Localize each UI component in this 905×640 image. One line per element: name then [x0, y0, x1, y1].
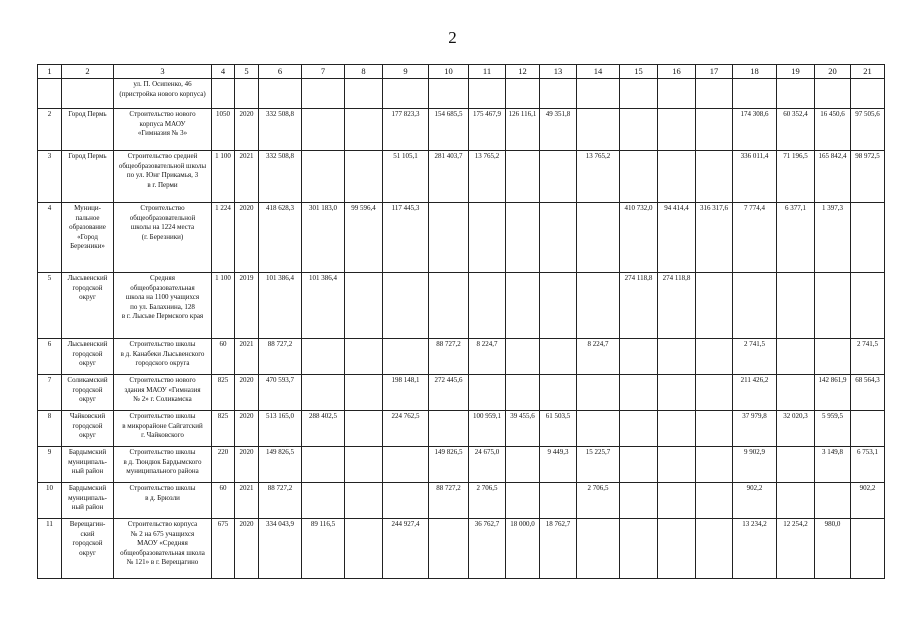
value-cell: 2 741,5 [851, 339, 885, 375]
column-number-cell: 3 [114, 65, 212, 79]
value-cell: 3 149,8 [815, 447, 851, 483]
value-cell: 5 959,5 [815, 411, 851, 447]
value-cell [658, 411, 696, 447]
value-cell: 126 116,1 [506, 109, 540, 151]
value-cell: 99 596,4 [345, 203, 383, 273]
value-cell [696, 79, 733, 109]
column-number-cell: 13 [540, 65, 577, 79]
value-cell [383, 447, 429, 483]
value-cell [540, 79, 577, 109]
value-cell [302, 375, 345, 411]
value-cell: 2021 [235, 151, 259, 203]
value-cell [383, 273, 429, 339]
value-cell [696, 447, 733, 483]
value-cell: 825 [212, 375, 235, 411]
value-cell: 2020 [235, 411, 259, 447]
value-cell: 332 508,8 [259, 151, 302, 203]
column-number-cell: 15 [620, 65, 658, 79]
value-cell [302, 109, 345, 151]
value-cell: 224 762,5 [383, 411, 429, 447]
value-cell [733, 273, 777, 339]
value-cell [696, 375, 733, 411]
value-cell: 6 753,1 [851, 447, 885, 483]
municipality-cell: Соликамский городской округ [62, 375, 114, 411]
data-table [37, 64, 885, 579]
value-cell: 37 979,8 [733, 411, 777, 447]
object-name-cell: Строительство школы в микрорайоне Сайгатский г. Чайковского [114, 411, 212, 447]
value-cell [620, 339, 658, 375]
value-cell [429, 519, 469, 579]
value-cell [345, 109, 383, 151]
row-number-cell: 6 [38, 339, 62, 375]
value-cell: 71 196,5 [777, 151, 815, 203]
value-cell [302, 339, 345, 375]
object-name-cell: Строительство общеобразовательной школы на 1224 места (г. Березники) [114, 203, 212, 273]
value-cell [235, 79, 259, 109]
column-number-row [38, 65, 885, 79]
object-name-cell: Строительство средней общеобразовательной школы по ул. Юнг Прикамья, 3 в г. Перми [114, 151, 212, 203]
value-cell: 2019 [235, 273, 259, 339]
value-cell [696, 109, 733, 151]
value-cell: 825 [212, 411, 235, 447]
value-cell [429, 203, 469, 273]
municipality-cell: Лысьвенский городской округ [62, 273, 114, 339]
value-cell: 418 628,3 [259, 203, 302, 273]
column-number-cell: 2 [62, 65, 114, 79]
column-number-cell: 19 [777, 65, 815, 79]
column-number-cell: 9 [383, 65, 429, 79]
value-cell: 13 234,2 [733, 519, 777, 579]
object-name-cell: Строительство школы в д. Канабеки Лысьвенского городского округа [114, 339, 212, 375]
municipality-cell: Лысьвенский городской округ [62, 339, 114, 375]
value-cell [696, 483, 733, 519]
value-cell [815, 483, 851, 519]
value-cell [577, 375, 620, 411]
value-cell [815, 79, 851, 109]
value-cell [696, 273, 733, 339]
value-cell: 154 685,5 [429, 109, 469, 151]
value-cell [696, 519, 733, 579]
value-cell: 36 762,7 [469, 519, 506, 579]
column-number-cell: 12 [506, 65, 540, 79]
row-number-cell: 7 [38, 375, 62, 411]
value-cell [696, 151, 733, 203]
value-cell: 60 [212, 483, 235, 519]
row-number-cell [38, 79, 62, 109]
value-cell [506, 375, 540, 411]
value-cell [658, 447, 696, 483]
object-name-cell: ул. П. Осипенко, 46 (пристройка нового корпуса) [114, 79, 212, 109]
column-number-cell: 7 [302, 65, 345, 79]
column-number-cell: 8 [345, 65, 383, 79]
column-number-cell: 11 [469, 65, 506, 79]
value-cell [302, 483, 345, 519]
value-cell [851, 411, 885, 447]
value-cell [577, 411, 620, 447]
value-cell: 220 [212, 447, 235, 483]
value-cell [540, 151, 577, 203]
table-row [38, 411, 885, 447]
value-cell: 1 224 [212, 203, 235, 273]
municipality-cell: Бардымский муниципаль- ный район [62, 447, 114, 483]
value-cell: 470 593,7 [259, 375, 302, 411]
object-name-cell: Строительство нового корпуса МАОУ «Гимназия № 3» [114, 109, 212, 151]
value-cell [429, 79, 469, 109]
value-cell [620, 411, 658, 447]
value-cell [577, 273, 620, 339]
municipality-cell: Город Пермь [62, 109, 114, 151]
table-row [38, 203, 885, 273]
value-cell [302, 79, 345, 109]
value-cell [733, 79, 777, 109]
value-cell [345, 447, 383, 483]
table-row [38, 375, 885, 411]
object-name-cell: Строительство школы в д. Тюндюк Бардымского муниципального района [114, 447, 212, 483]
value-cell: 15 225,7 [577, 447, 620, 483]
value-cell [506, 203, 540, 273]
value-cell [620, 375, 658, 411]
value-cell: 7 774,4 [733, 203, 777, 273]
value-cell [658, 375, 696, 411]
value-cell: 94 414,4 [658, 203, 696, 273]
value-cell: 149 826,5 [259, 447, 302, 483]
value-cell: 274 118,8 [620, 273, 658, 339]
value-cell [506, 273, 540, 339]
value-cell: 9 902,9 [733, 447, 777, 483]
value-cell [851, 79, 885, 109]
value-cell: 336 011,4 [733, 151, 777, 203]
value-cell [469, 375, 506, 411]
value-cell: 39 455,6 [506, 411, 540, 447]
value-cell: 2 741,5 [733, 339, 777, 375]
value-cell: 9 449,3 [540, 447, 577, 483]
table-row [38, 447, 885, 483]
value-cell: 2020 [235, 519, 259, 579]
value-cell: 980,0 [815, 519, 851, 579]
value-cell: 2 706,5 [469, 483, 506, 519]
municipality-cell [62, 79, 114, 109]
row-number-cell: 10 [38, 483, 62, 519]
value-cell [658, 519, 696, 579]
value-cell [383, 79, 429, 109]
value-cell [620, 519, 658, 579]
value-cell [620, 151, 658, 203]
row-number-cell: 8 [38, 411, 62, 447]
value-cell: 24 675,0 [469, 447, 506, 483]
value-cell: 60 [212, 339, 235, 375]
value-cell: 97 505,6 [851, 109, 885, 151]
value-cell: 2020 [235, 375, 259, 411]
value-cell [469, 203, 506, 273]
table-row [38, 483, 885, 519]
value-cell: 2020 [235, 203, 259, 273]
value-cell: 18 762,7 [540, 519, 577, 579]
column-number-cell: 20 [815, 65, 851, 79]
value-cell [540, 483, 577, 519]
value-cell: 902,2 [851, 483, 885, 519]
value-cell [777, 483, 815, 519]
value-cell [540, 203, 577, 273]
value-cell [658, 339, 696, 375]
column-number-cell: 18 [733, 65, 777, 79]
value-cell: 51 105,1 [383, 151, 429, 203]
value-cell: 244 927,4 [383, 519, 429, 579]
value-cell: 117 445,3 [383, 203, 429, 273]
value-cell: 89 116,5 [302, 519, 345, 579]
value-cell: 68 564,3 [851, 375, 885, 411]
value-cell [302, 447, 345, 483]
municipality-cell: Верещагин- ский городской округ [62, 519, 114, 579]
value-cell: 198 148,1 [383, 375, 429, 411]
value-cell [658, 483, 696, 519]
value-cell [658, 79, 696, 109]
row-number-cell: 11 [38, 519, 62, 579]
value-cell [345, 339, 383, 375]
value-cell [345, 483, 383, 519]
value-cell: 1 397,3 [815, 203, 851, 273]
object-name-cell: Строительство школы в д. Брюзли [114, 483, 212, 519]
value-cell [658, 109, 696, 151]
value-cell [506, 151, 540, 203]
value-cell [345, 375, 383, 411]
table-row [38, 273, 885, 339]
value-cell [506, 339, 540, 375]
value-cell: 88 727,2 [429, 339, 469, 375]
column-number-cell: 21 [851, 65, 885, 79]
value-cell: 1050 [212, 109, 235, 151]
value-cell: 675 [212, 519, 235, 579]
value-cell: 211 426,2 [733, 375, 777, 411]
value-cell [777, 79, 815, 109]
object-name-cell: Средняя общеобразовательная школа на 1100 учащихся по ул. Балахнина, 128 в г. Лысьве Пермского края [114, 273, 212, 339]
value-cell [302, 151, 345, 203]
value-cell: 2021 [235, 339, 259, 375]
value-cell: 88 727,2 [429, 483, 469, 519]
value-cell: 1 100 [212, 151, 235, 203]
value-cell: 281 403,7 [429, 151, 469, 203]
table-row [38, 339, 885, 375]
value-cell: 274 118,8 [658, 273, 696, 339]
value-cell [815, 273, 851, 339]
value-cell [469, 273, 506, 339]
value-cell [212, 79, 235, 109]
value-cell: 101 386,4 [302, 273, 345, 339]
column-number-cell: 14 [577, 65, 620, 79]
value-cell [577, 79, 620, 109]
municipality-cell: Муници- пальное образование «Город Березники» [62, 203, 114, 273]
value-cell [815, 339, 851, 375]
column-number-cell: 4 [212, 65, 235, 79]
value-cell: 902,2 [733, 483, 777, 519]
column-number-cell: 10 [429, 65, 469, 79]
value-cell: 316 317,6 [696, 203, 733, 273]
value-cell: 18 000,0 [506, 519, 540, 579]
value-cell [577, 109, 620, 151]
row-number-cell: 9 [38, 447, 62, 483]
value-cell [777, 375, 815, 411]
value-cell [777, 447, 815, 483]
page-number: 2 [448, 28, 457, 47]
value-cell [345, 411, 383, 447]
column-number-cell: 6 [259, 65, 302, 79]
row-number-cell: 4 [38, 203, 62, 273]
value-cell: 410 732,0 [620, 203, 658, 273]
object-name-cell: Строительство корпуса № 2 на 675 учащихся МАОУ «Средняя общеобразовательная школа № 121» в г. Верещагино [114, 519, 212, 579]
value-cell: 88 727,2 [259, 339, 302, 375]
value-cell [259, 79, 302, 109]
value-cell [696, 411, 733, 447]
municipality-cell: Чайковский городской округ [62, 411, 114, 447]
value-cell [345, 151, 383, 203]
column-number-cell: 17 [696, 65, 733, 79]
column-number-cell: 5 [235, 65, 259, 79]
value-cell: 88 727,2 [259, 483, 302, 519]
value-cell: 49 351,8 [540, 109, 577, 151]
value-cell [345, 273, 383, 339]
value-cell [620, 483, 658, 519]
value-cell: 142 861,9 [815, 375, 851, 411]
value-cell: 2 706,5 [577, 483, 620, 519]
value-cell [429, 411, 469, 447]
value-cell: 334 043,9 [259, 519, 302, 579]
value-cell: 177 823,3 [383, 109, 429, 151]
value-cell [620, 79, 658, 109]
value-cell: 2021 [235, 483, 259, 519]
value-cell [620, 109, 658, 151]
value-cell [345, 79, 383, 109]
value-cell: 174 308,6 [733, 109, 777, 151]
value-cell: 1 100 [212, 273, 235, 339]
value-cell [506, 79, 540, 109]
value-cell: 98 972,5 [851, 151, 885, 203]
column-number-cell: 1 [38, 65, 62, 79]
value-cell: 16 450,6 [815, 109, 851, 151]
value-cell: 272 445,6 [429, 375, 469, 411]
value-cell [345, 519, 383, 579]
value-cell [851, 203, 885, 273]
value-cell: 6 377,1 [777, 203, 815, 273]
value-cell: 288 402,5 [302, 411, 345, 447]
table-row [38, 79, 885, 109]
value-cell: 13 765,2 [469, 151, 506, 203]
value-cell: 2020 [235, 447, 259, 483]
value-cell: 8 224,7 [577, 339, 620, 375]
value-cell [620, 447, 658, 483]
value-cell: 2020 [235, 109, 259, 151]
value-cell [469, 79, 506, 109]
table-row [38, 519, 885, 579]
row-number-cell: 2 [38, 109, 62, 151]
table-row [38, 109, 885, 151]
table-row [38, 151, 885, 203]
value-cell: 332 508,8 [259, 109, 302, 151]
value-cell: 32 020,3 [777, 411, 815, 447]
value-cell [851, 273, 885, 339]
value-cell: 12 254,2 [777, 519, 815, 579]
value-cell: 149 826,5 [429, 447, 469, 483]
row-number-cell: 3 [38, 151, 62, 203]
value-cell [540, 339, 577, 375]
value-cell: 100 959,1 [469, 411, 506, 447]
value-cell [777, 273, 815, 339]
value-cell [658, 151, 696, 203]
column-number-cell: 16 [658, 65, 696, 79]
value-cell [577, 203, 620, 273]
value-cell: 61 503,5 [540, 411, 577, 447]
value-cell [851, 519, 885, 579]
value-cell: 513 165,0 [259, 411, 302, 447]
value-cell [577, 519, 620, 579]
value-cell [383, 339, 429, 375]
value-cell: 175 467,9 [469, 109, 506, 151]
value-cell [383, 483, 429, 519]
value-cell: 8 224,7 [469, 339, 506, 375]
value-cell [777, 339, 815, 375]
value-cell: 13 765,2 [577, 151, 620, 203]
value-cell: 301 183,0 [302, 203, 345, 273]
value-cell [506, 483, 540, 519]
value-cell [540, 375, 577, 411]
value-cell: 101 386,4 [259, 273, 302, 339]
value-cell [696, 339, 733, 375]
municipality-cell: Город Пермь [62, 151, 114, 203]
value-cell: 165 842,4 [815, 151, 851, 203]
municipality-cell: Бардымский муниципаль- ный район [62, 483, 114, 519]
value-cell [540, 273, 577, 339]
row-number-cell: 5 [38, 273, 62, 339]
value-cell [429, 273, 469, 339]
value-cell [506, 447, 540, 483]
object-name-cell: Строительство нового здания МАОУ «Гимназия № 2» г. Соликамска [114, 375, 212, 411]
value-cell: 60 352,4 [777, 109, 815, 151]
